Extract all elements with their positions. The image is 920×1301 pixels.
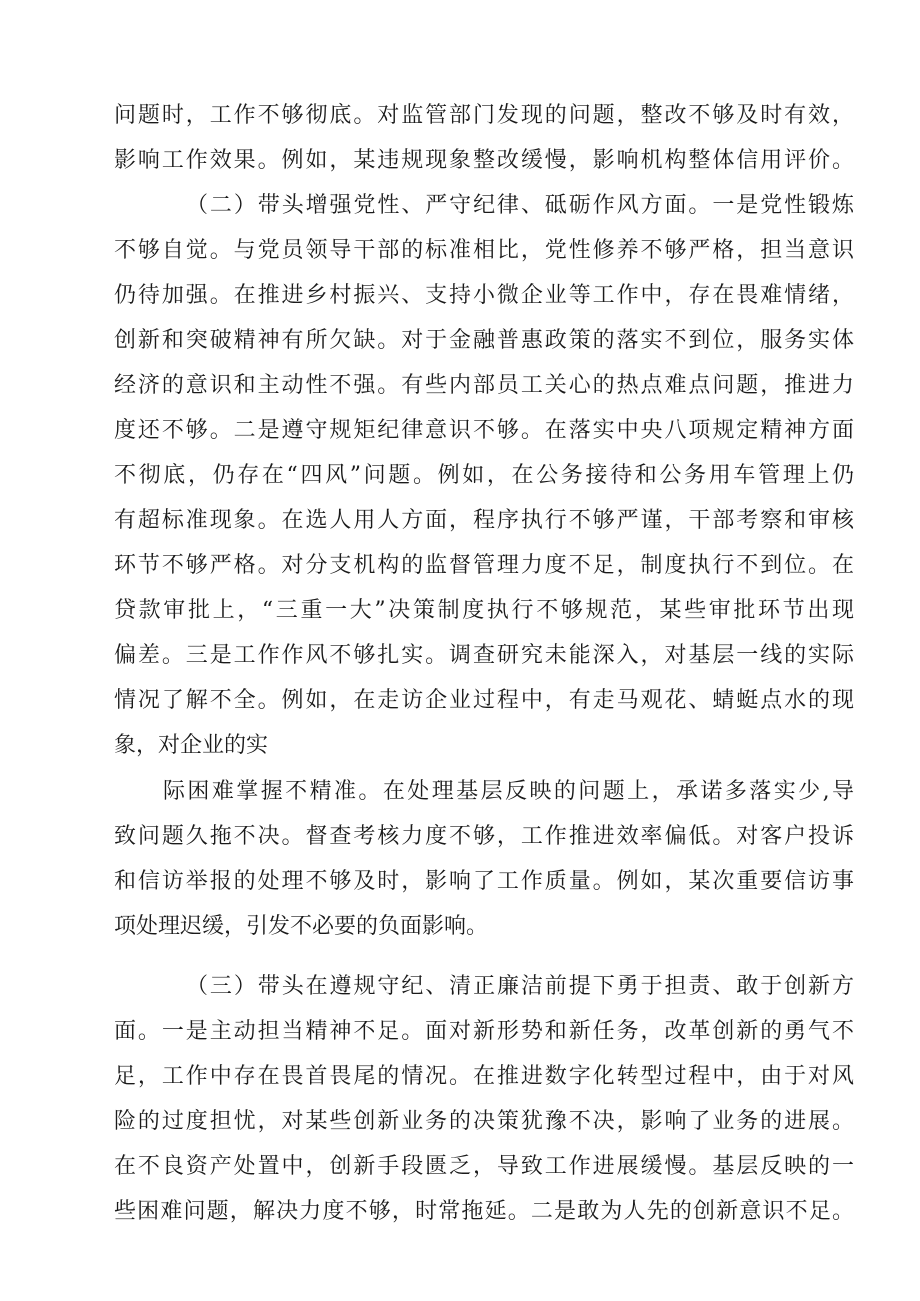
text-line-1: 问题时，工作不够彻底。对监管部门发现的问题，整改不够及时有效， xyxy=(114,103,854,128)
text-line-16: 际困难掌握不精准。在处理基层反映的问题上，承诺多落实少,导 xyxy=(163,779,854,804)
text-line-5: 仍待加强。在推进乡村振兴、支持小微企业等工作中，存在畏难情绪， xyxy=(114,283,854,308)
text-line-8: 度还不够。二是遵守规矩纪律意识不够。在落实中央八项规定精神方面 xyxy=(114,418,854,443)
text-line-14: 情况了解不全。例如，在走访企业过程中，有走马观花、蜻蜓点水的现 xyxy=(114,688,854,713)
section-heading-3: （三）带头在遵规守纪、清正廉洁前提下勇于担责、敢于创新方 xyxy=(186,974,854,999)
text-line-23: 险的过度担忧，对某些创新业务的决策犹豫不决，影响了业务的进展。 xyxy=(114,1109,854,1134)
text-line-11: 环节不够严格。对分支机构的监督管理力度不足，制度执行不到位。在 xyxy=(114,553,854,578)
section-heading-2: （二）带头增强党性、严守纪律、砥砺作风方面。一是党性锻炼 xyxy=(186,193,854,218)
text-line-17: 致问题久拖不决。督查考核力度不够，工作推进效率偏低。对客户投诉 xyxy=(114,824,854,849)
text-line-12: 贷款审批上，“三重一大”决策制度执行不够规范，某些审批环节出现 xyxy=(114,598,854,623)
text-line-6: 创新和突破精神有所欠缺。对于金融普惠政策的落实不到位，服务实体 xyxy=(114,328,854,353)
text-line-7: 经济的意识和主动性不强。有些内部员工关心的热点难点问题，推进力 xyxy=(114,373,854,398)
text-line-21: 面。一是主动担当精神不足。面对新形势和新任务，改革创新的勇气不 xyxy=(114,1019,854,1044)
text-line-25: 些困难问题，解决力度不够，时常拖延。二是敢为人先的创新意识不足。 xyxy=(114,1199,854,1224)
text-line-15: 象，对企业的实 xyxy=(114,733,269,758)
text-line-9: 不彻底，仍存在“四风”问题。例如，在公务接待和公务用车管理上仍 xyxy=(114,463,854,488)
text-line-22: 足，工作中存在畏首畏尾的情况。在推进数字化转型过程中，由于对风 xyxy=(114,1064,854,1089)
text-line-2: 影响工作效果。例如，某违规现象整改缓慢，影响机构整体信用评价。 xyxy=(114,148,854,173)
text-line-13: 偏差。三是工作作风不够扎实。调查研究未能深入，对基层一线的实际 xyxy=(114,643,854,668)
text-line-24: 在不良资产处置中，创新手段匮乏，导致工作进展缓慢。基层反映的一 xyxy=(114,1154,854,1179)
text-line-10: 有超标准现象。在选人用人方面，程序执行不够严谨，干部考察和审核 xyxy=(114,508,854,533)
text-line-18: 和信访举报的处理不够及时，影响了工作质量。例如，某次重要信访事 xyxy=(114,869,854,894)
text-line-19: 项处理迟缓，引发不必要的负面影响。 xyxy=(114,914,489,939)
text-line-4: 不够自觉。与党员领导干部的标准相比，党性修养不够严格，担当意识 xyxy=(114,238,854,263)
